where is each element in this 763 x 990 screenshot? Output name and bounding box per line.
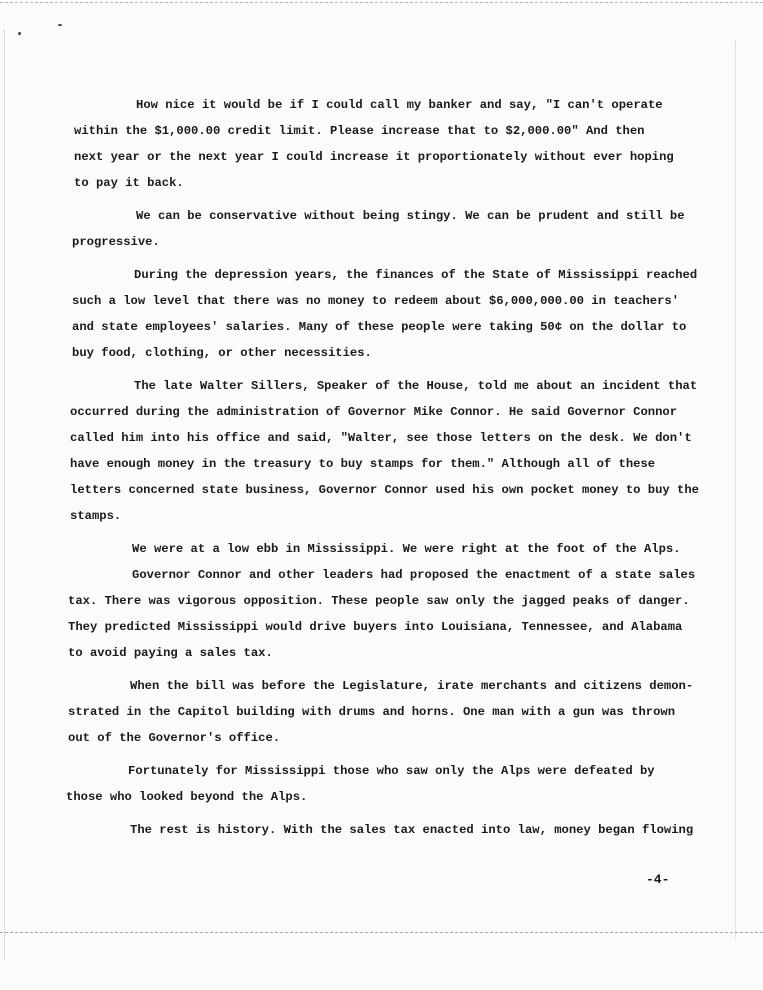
text-line: such a low level that there was no money to redeem about $6,000,000.00 in teachers' xyxy=(72,294,680,308)
text-line: those who looked beyond the Alps. xyxy=(66,790,308,804)
text-line: called him into his office and said, "Walter, see those letters on the desk. We don't xyxy=(70,431,692,445)
text-line: occurred during the administration of Governor Mike Connor. He said Governor Connor xyxy=(70,405,678,419)
scan-speck xyxy=(58,24,62,26)
scan-speck xyxy=(18,32,21,35)
text-line: next year or the next year I could increase it proportionately without ever hoping xyxy=(74,150,674,164)
text-line: During the depression years, the finances of the State of Mississippi reached xyxy=(134,268,698,282)
text-line: Fortunately for Mississippi those who saw only the Alps were defeated by xyxy=(128,764,655,778)
text-line: letters concerned state business, Governor Connor used his own pocket money to buy the xyxy=(70,483,699,497)
text-line: The rest is history. With the sales tax enacted into law, money began flowing xyxy=(130,823,694,837)
text-line: tax. There was vigorous opposition. These people saw only the jagged peaks of danger. xyxy=(68,594,690,608)
text-line: to pay it back. xyxy=(74,176,184,190)
text-line: progressive. xyxy=(72,235,160,249)
text-line: We were at a low ebb in Mississippi. We were right at the foot of the Alps. xyxy=(132,542,681,556)
page-number: -4- xyxy=(646,872,670,887)
scan-edge-right xyxy=(735,40,736,940)
text-line: We can be conservative without being stingy. We can be prudent and still be xyxy=(136,209,685,223)
text-line: strated in the Capitol building with drums and horns. One man with a gun was thrown xyxy=(68,705,676,719)
text-line: The late Walter Sillers, Speaker of the House, told me about an incident that xyxy=(134,379,698,393)
text-line: How nice it would be if I could call my banker and say, "I can't operate xyxy=(136,98,663,112)
text-line: within the $1,000.00 credit limit. Please increase that to $2,000.00" And then xyxy=(74,124,645,138)
text-line: out of the Governor's office. xyxy=(68,731,281,745)
text-line: have enough money in the treasury to buy stamps for them." Although all of these xyxy=(70,457,656,471)
scan-edge-top xyxy=(0,2,763,3)
text-line: stamps. xyxy=(70,509,122,523)
text-line: to avoid paying a sales tax. xyxy=(68,646,273,660)
text-line: When the bill was before the Legislature, irate merchants and citizens demon- xyxy=(130,679,694,693)
text-line: They predicted Mississippi would drive buyers into Louisiana, Tennessee, and Alabama xyxy=(68,620,683,634)
text-line: buy food, clothing, or other necessities. xyxy=(72,346,372,360)
text-line: and state employees' salaries. Many of these people were taking 50¢ on the dollar to xyxy=(72,320,687,334)
scan-edge-left xyxy=(4,30,5,960)
text-line: Governor Connor and other leaders had proposed the enactment of a state sales xyxy=(132,568,696,582)
scan-edge-bottom xyxy=(0,932,763,933)
